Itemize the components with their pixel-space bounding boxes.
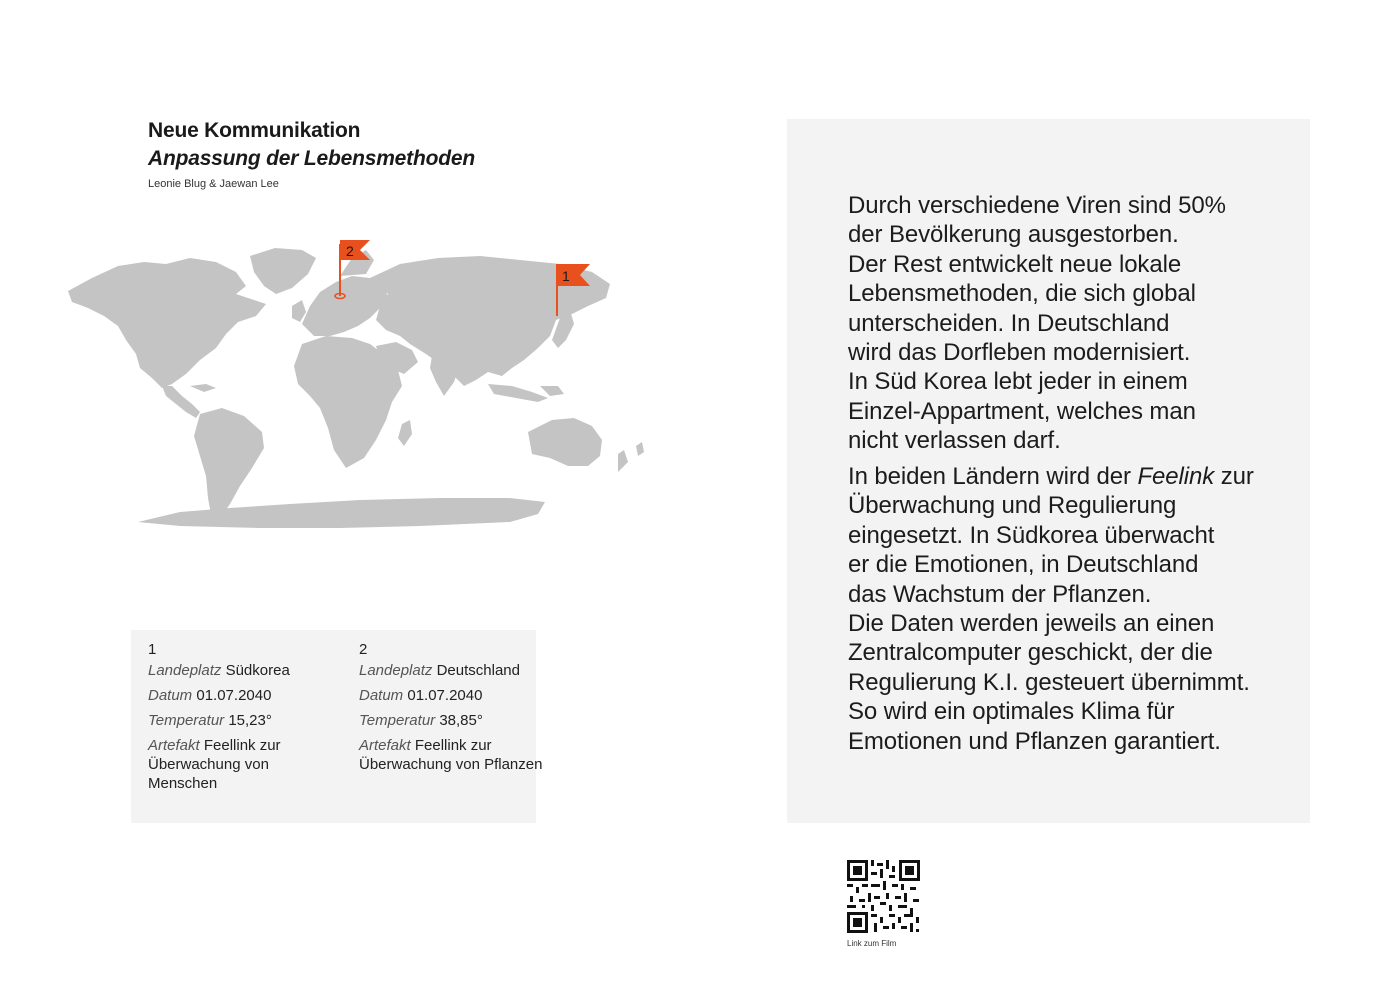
page-subtitle: Anpassung der Lebensmethoden [148,147,475,170]
flag-marker-1-label: 1 [562,268,570,284]
field-label: Temperatur [148,712,225,729]
site-temperatur [148,711,333,730]
feelink-term: Feelink [1137,463,1215,490]
field-label: Landeplatz [359,662,433,679]
site-number: 2 [359,641,368,658]
flag-marker-2-label: 2 [346,243,354,259]
field-label: Artefakt [359,737,411,754]
site-number: 1 [148,641,157,658]
field-label: Temperatur [359,712,436,729]
page-title: Neue Kommunikation [148,119,361,142]
world-map [40,236,665,531]
field-value: 38,85° [439,712,483,729]
field-label: Datum [359,687,404,704]
field-value: Feellink zur Überwachung von Pflanzen [359,737,543,773]
site-column-2 [359,640,544,780]
field-value: 15,23° [228,712,272,729]
field-value: Deutschland [436,662,520,679]
site-column-1 [148,640,333,799]
field-label: Datum [148,687,193,704]
field-label: Landeplatz [148,662,222,679]
qr-code[interactable] [847,860,920,933]
site-datum [148,686,333,705]
field-value: Südkorea [225,662,290,679]
paragraph-text: In beiden Ländern wird der [848,463,1138,490]
paragraph-text: zur Überwachung und Regulierung eingesetzt. In Südkorea überwacht er die Emotionen, in Deutschland das Wachstum der Pflanzen. Die Daten werden jeweils an einen Zentralcomputer geschickt, der die Regulierung K.I. gesteuert übernimmt. So wird ein optimales Klima für Emotionen und Pflanzen garantiert. [848,463,1254,755]
story-paragraph-1: Durch verschiedene Viren sind 50% der Bevölkerung ausgestorben. Der Rest entwickelt neue lokale Lebensmethoden, die sich global unterscheiden. In Deutschland wird das Dorfleben modernisiert. In Süd Korea lebt jeder in einem Einzel-Appartment, welches man nicht verlassen darf. [848,192,1226,455]
site-artefakt [359,736,544,774]
story-panel [787,119,1310,823]
site-artefakt [148,736,333,793]
qr-caption: Link zum Film [847,939,897,948]
site-temperatur [359,711,544,730]
site-datum [359,686,544,705]
authors: Leonie Blug & Jaewan Lee [148,178,279,190]
site-landeplatz [359,661,544,680]
field-label: Artefakt [148,737,200,754]
landing-sites-box [131,630,543,823]
story-paragraph-2 [848,462,1288,756]
field-value: 01.07.2040 [407,687,483,704]
site-landeplatz [148,661,333,680]
field-value: Feellink zur Überwachung von Menschen [148,737,281,792]
field-value: 01.07.2040 [196,687,272,704]
